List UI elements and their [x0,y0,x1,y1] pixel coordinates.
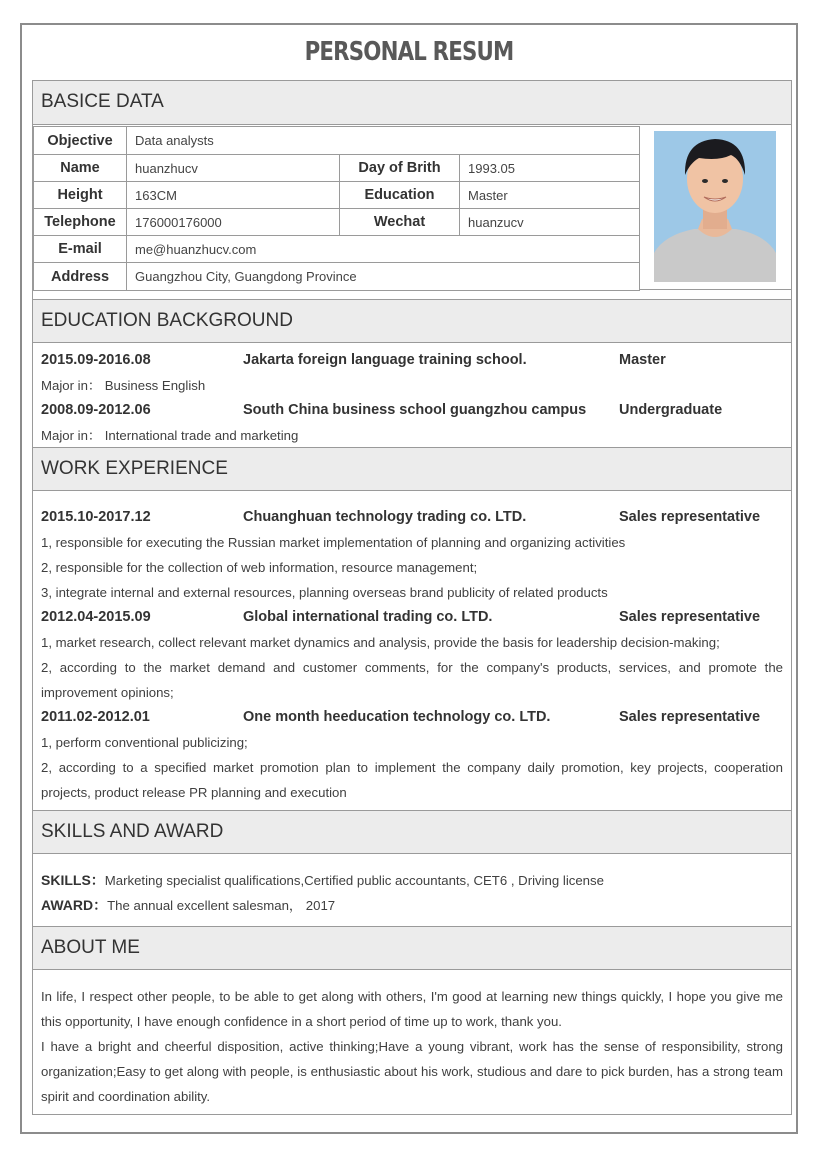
skills-section [41,868,783,918]
wechat-value: huanzucv [460,209,640,236]
work-role: Sales representative [619,609,761,625]
work-company: Global international trading co. LTD. [243,609,493,625]
about-paragraph: I have a bright and cheerful disposition, active thinking;Have a young vibrant, work has the sense of responsibility, strong organization;Easy to get along with people, is enthusiastic about his work, studious and dare to pick burden, has a strong team spirit and coordination ability. [41,1039,783,1104]
award-value: The annual excellent salesman， 2017 [107,898,336,913]
resume-frame [32,80,792,1115]
education-heading: EDUCATION BACKGROUND [33,299,791,343]
work-entry [41,505,783,530]
work-entry [41,705,783,730]
education-school: Jakarta foreign language training school. [243,352,527,368]
address-label: Address [34,263,127,291]
work-period: 2012.04-2015.09 [41,609,151,625]
work-duty: 2, responsible for the collection of web information, resource management; [41,560,478,575]
work-entry [41,605,783,630]
education-value: Master [460,182,640,209]
education-period: 2008.09-2012.06 [41,402,151,418]
work-duty: 3, integrate internal and external resources, planning overseas brand publicity of related products [41,585,608,600]
photo-cell [639,126,792,290]
objective-value: Data analysts [127,127,640,155]
skills-value: Marketing specialist qualifications,Certified public accountants, CET6 , Driving license [104,873,604,888]
education-school: South China business school guangzhou campus [243,402,587,418]
page-title: PERSONAL RESUM [304,37,514,67]
work-heading: WORK EXPERIENCE [33,447,791,491]
award-label: AWARD： [41,897,108,913]
work-period: 2011.02-2012.01 [41,709,150,725]
email-value: me@huanzhucv.com [127,236,640,263]
work-duty: 1, market research, collect relevant market dynamics and analysis, provide the basis for leadership decision-making; [41,635,720,650]
education-major: Major in： Business English [41,378,206,393]
work-role: Sales representative [619,709,761,725]
education-section [41,348,783,448]
basic-data-table [33,126,640,291]
award-line [41,893,783,918]
skills-line [41,868,783,893]
resume-page [20,23,798,1134]
skills-label: SKILLS： [41,872,105,888]
birth-label: Day of Brith [340,155,460,182]
profile-photo [654,131,776,282]
address-value: Guangzhou City, Guangdong Province [127,263,640,291]
work-company: Chuanghuan technology trading co. LTD. [243,509,527,525]
work-company: One month heeducation technology co. LTD. [243,709,551,725]
email-label: E-mail [34,236,127,263]
education-major: Major in： International trade and marketing [41,428,299,443]
work-duty: 2, according to a specified market promotion plan to implement the company daily promotion, key projects, cooperation projects, product release PR planning and execution [41,760,783,800]
education-label: Education [340,182,460,209]
education-degree: Undergraduate [619,402,723,418]
education-period: 2015.09-2016.08 [41,352,151,368]
work-role: Sales representative [619,509,761,525]
person-avatar-icon [654,131,776,282]
about-section [41,984,783,1109]
about-paragraph: In life, I respect other people, to be able to get along with others, I'm good at learning new things quickly, I hope you give me this opportunity, I have enough confidence in a short period of time up to work, thank you. [41,989,783,1029]
basic-data-heading: BASICE DATA [33,81,791,125]
work-duty: 1, responsible for executing the Russian market implementation of planning and organizing activities [41,535,626,550]
work-duty: 1, perform conventional publicizing; [41,735,248,750]
education-entry [41,398,783,423]
birth-value: 1993.05 [460,155,640,182]
wechat-label: Wechat [340,209,460,236]
telephone-label: Telephone [34,209,127,236]
skills-heading: SKILLS AND AWARD [33,810,791,854]
objective-label: Objective [34,127,127,155]
name-label: Name [34,155,127,182]
education-entry [41,348,783,373]
height-label: Height [34,182,127,209]
telephone-value: 176000176000 [127,209,340,236]
work-duty: 2, according to the market demand and customer comments, for the company's products, services, and promote the improvement opinions; [41,660,783,700]
education-degree: Master [619,352,666,368]
height-value: 163CM [127,182,340,209]
work-period: 2015.10-2017.12 [41,509,151,525]
name-value: huanzhucv [127,155,340,182]
about-heading: ABOUT ME [33,926,791,970]
work-section [41,505,783,805]
